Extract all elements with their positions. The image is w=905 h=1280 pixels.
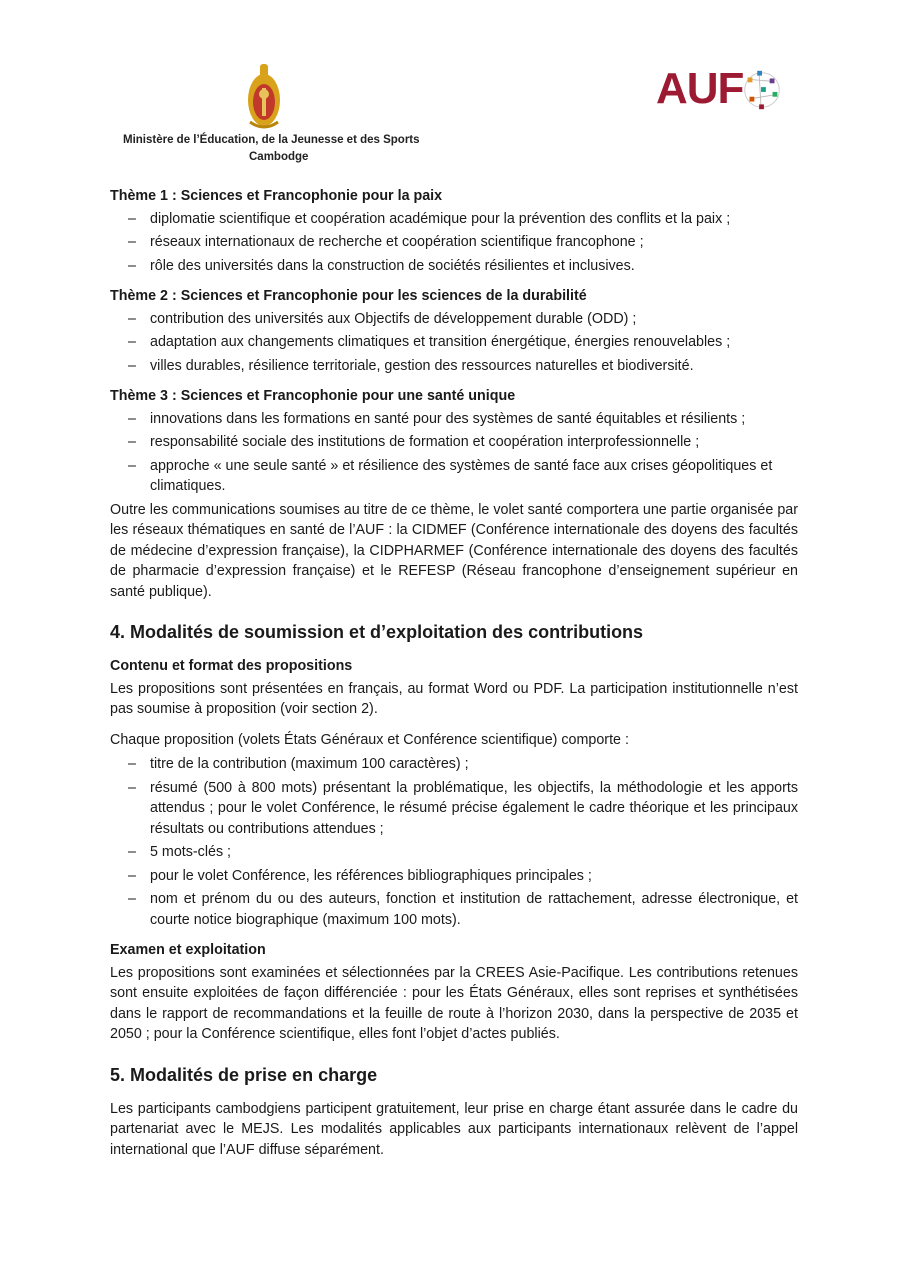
list-item: – rôle des universités dans la construction de sociétés résilientes et inclusives. — [110, 256, 798, 277]
page-header — [0, 0, 905, 185]
theme-1-list — [110, 209, 798, 277]
theme-2-title: Thème 2 : Sciences et Francophonie pour les sciences de la durabilité — [110, 288, 587, 304]
section-4-paragraph-1: Les propositions sont présentées en français, au format Word ou PDF. La participation institutionnelle n’est pas soumise à proposition (voir section 2). — [110, 680, 798, 717]
section-5-paragraph: Les participants cambodgiens participent gratuitement, leur prise en charge étant assurée dans le cadre du partenariat avec le MEJS. Les modalités applicables aux participants internationaux relèvent de l’appel international que l’AUF diffuse séparément. — [110, 1100, 798, 1158]
section-4-subtitle-review: Examen et exploitation — [110, 942, 266, 958]
section-5-title: 5. Modalités de prise en charge — [110, 1064, 378, 1085]
section-4-paragraph-3: Les propositions sont examinées et sélectionnées par la CREES Asie-Pacifique. Les contributions retenues sont ensuite exploitées de façon différenciée : pour les États Généraux, elles sont reprises et synthétisées dans le rapport de recommandations et la feuille de route à l’horizon 2030, dans la perspective de 2035 et 2050 ; pour la Conférence scientifique, elles font l’objet d’actes publiés. — [110, 964, 798, 1042]
auf-logo — [656, 62, 790, 116]
theme-2-list — [110, 309, 798, 377]
list-item: – résumé (500 à 800 mots) présentant la problématique, les objectifs, la méthodologie et les apports attendus ; pour le volet Conférence, le résumé précise également le cadre théorique et les principaux résultats ou contributions attendues ; — [110, 778, 798, 840]
list-item: – contribution des universités aux Objectifs de développement durable (ODD) ; — [110, 309, 798, 330]
list-item: – responsabilité sociale des institutions de formation et coopération interprofessionnelle ; — [110, 432, 798, 453]
section-4-subtitle-content: Contenu et format des propositions — [110, 658, 353, 674]
theme-3-title: Thème 3 : Sciences et Francophonie pour une santé unique — [110, 388, 516, 404]
ministry-country: Cambodge — [249, 151, 309, 163]
auf-network-icon — [738, 66, 786, 114]
list-item: – pour le volet Conférence, les références bibliographiques principales ; — [110, 866, 798, 887]
proposal-requirements-list — [110, 754, 798, 930]
list-item: – nom et prénom du ou des auteurs, fonction et institution de rattachement, adresse électronique, et courte notice biographique (maximum 100 mots). — [110, 889, 798, 930]
list-item: – réseaux internationaux de recherche et coopération scientifique francophone ; — [110, 232, 798, 253]
ministry-name-line1: Ministère de l’Éducation, de la Jeunesse et des Sports — [123, 134, 420, 146]
document-body — [110, 186, 798, 1170]
ministry-emblem-icon — [244, 60, 284, 132]
list-item: – innovations dans les formations en santé pour des systèmes de santé équitables et résilients ; — [110, 409, 798, 430]
list-item: – adaptation aux changements climatiques et transition énergétique, énergies renouvelables ; — [110, 332, 798, 353]
list-item: – 5 mots-clés ; — [110, 842, 798, 863]
list-item: – approche « une seule santé » et résilience des systèmes de santé face aux crises géopolitiques et climatiques. — [110, 456, 798, 497]
list-item: – titre de la contribution (maximum 100 caractères) ; — [110, 754, 798, 775]
theme-1-title: Thème 1 : Sciences et Francophonie pour la paix — [110, 188, 443, 204]
ministry-name — [110, 132, 450, 166]
health-networks-paragraph: Outre les communications soumises au titre de ce thème, le volet santé comportera une partie organisée par les réseaux thématiques en santé de l’AUF : la CIDMEF (Conférence internationale des doyens des facultés de médecine d’expression française), la CIDPHARMEF (Conférence internationale des doyens des facultés de pharmacie d’expression française) et le REFESP (Réseau francophone d’enseignement supérieur en santé publique). — [110, 501, 798, 600]
section-4-paragraph-2: Chaque proposition (volets États Généraux et Conférence scientifique) comporte : — [110, 731, 629, 748]
auf-logo-text: AUF — [656, 64, 744, 113]
theme-3-list — [110, 409, 798, 497]
section-4-title: 4. Modalités de soumission et d’exploitation des contributions — [110, 622, 644, 642]
list-item: – diplomatie scientifique et coopération académique pour la prévention des conflits et la paix ; — [110, 209, 798, 230]
list-item: – villes durables, résilience territoriale, gestion des ressources naturelles et biodiversité. — [110, 356, 798, 377]
